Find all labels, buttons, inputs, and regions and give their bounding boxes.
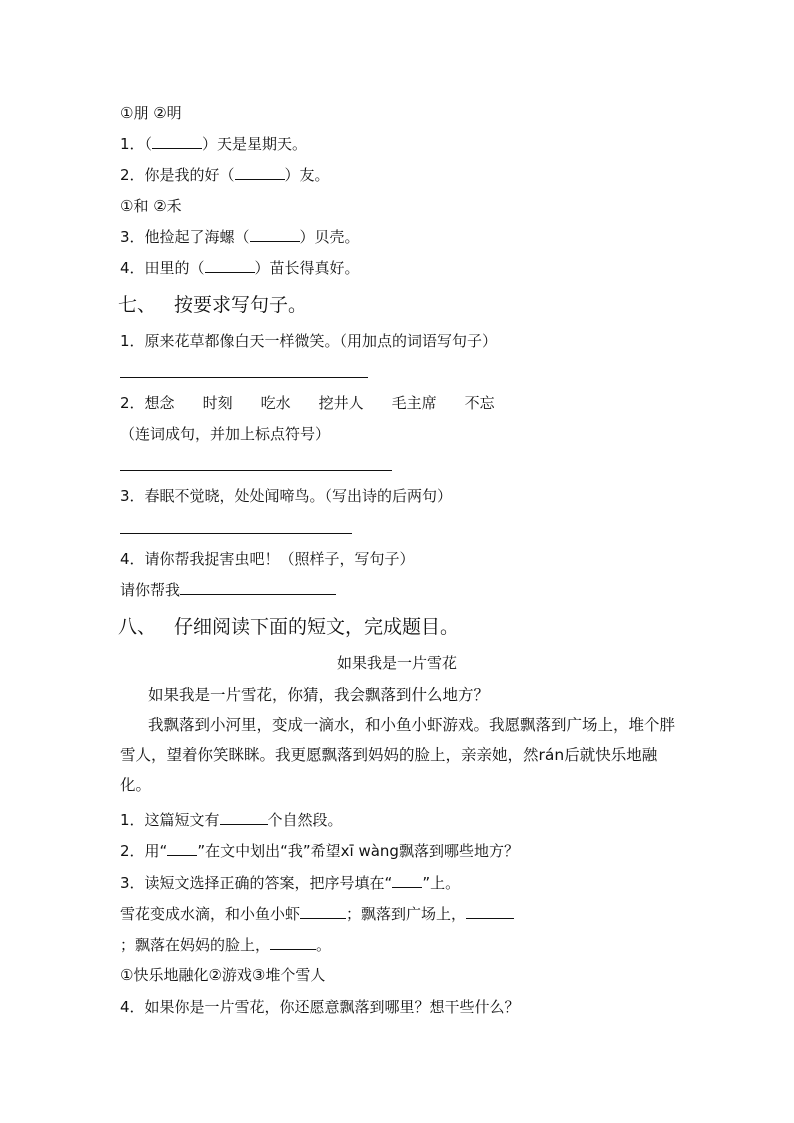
q6-item-1-b: ）天是星期天。 <box>202 135 308 153</box>
answer-blank[interactable] <box>220 810 268 825</box>
mark-symbol-blank <box>392 873 422 888</box>
q6-item-2-a: 2．你是我的好（ <box>120 166 235 184</box>
fill-text: ；飘落在妈妈的脸上， <box>120 936 271 954</box>
q7-item-3: 3．春眠不觉晓，处处闻啼鸟。（写出诗的后两句） <box>120 487 453 505</box>
q8-item-4: 4．如果你是一片雪花，你还愿意飘落到哪里？想干些什么？ <box>120 998 520 1016</box>
word: 吃水 <box>260 394 291 412</box>
q7-item-2-num: 2． <box>120 394 145 412</box>
q6-item-4-a: 4．田里的（ <box>120 259 205 277</box>
answer-blank[interactable] <box>180 580 336 595</box>
answer-blank[interactable] <box>270 935 316 950</box>
section-number: 七、 <box>118 294 157 316</box>
q6-item-2 <box>120 165 330 185</box>
q8-item-1-a: 1．这篇短文有 <box>120 811 220 829</box>
section-heading-7 <box>118 293 307 317</box>
q6-item-4 <box>120 258 360 278</box>
answer-blank[interactable] <box>250 227 300 242</box>
q6-item-3 <box>120 227 360 247</box>
q8-fill-line-1 <box>120 904 514 924</box>
passage-paragraph-2: 我飘落到小河里，变成一滴水，和小鱼小虾游戏。我愿飘落到广场上，堆个胖雪人，望着你笑眯眯。我更愿飘落到妈妈的脸上，亲亲她，然rán后就快乐地融化。 <box>120 716 676 794</box>
q6-item-3-a: 3．他捡起了海螺（ <box>120 228 250 246</box>
options-line-2: ①和 ②禾 <box>120 197 182 215</box>
answer-line[interactable] <box>120 470 392 471</box>
q8-item-2-b: ”在文中划出“我”希望xī wàng飘落到哪些地方？ <box>197 842 519 860</box>
answer-blank[interactable] <box>205 258 255 273</box>
section-number: 八、 <box>118 616 157 638</box>
options-line-1: ①朋 ②明 <box>120 104 182 122</box>
word: 挖井人 <box>318 394 364 412</box>
q7-item-4: 4．请你帮我捉害虫吧！（照样子，写句子） <box>120 550 415 568</box>
q6-item-1-a: 1．（ <box>120 135 153 153</box>
word: 毛主席 <box>391 394 437 412</box>
passage-paragraph-1: 如果我是一片雪花，你猜，我会飘落到什么地方？ <box>148 686 490 704</box>
fill-text: 雪花变成水滴，和小鱼小虾 <box>120 905 301 923</box>
q6-item-3-b: ）贝壳。 <box>299 228 360 246</box>
q7-item-2 <box>120 393 495 413</box>
section-title: 按要求写句子。 <box>174 294 308 316</box>
answer-blank[interactable] <box>235 165 285 180</box>
q8-item-2 <box>120 841 519 861</box>
answer-blank[interactable] <box>466 904 514 919</box>
q8-item-1-b: 个自然段。 <box>267 811 343 829</box>
passage-title: 如果我是一片雪花 <box>336 654 457 672</box>
answer-blank[interactable] <box>300 904 346 919</box>
q8-item-2-a: 2．用“ <box>120 842 168 860</box>
q7-item-4-answer <box>120 580 336 600</box>
q7-item-4-prefix: 请你帮我 <box>120 581 181 599</box>
q8-item-3-b: ”上。 <box>422 874 461 892</box>
q6-item-1 <box>120 134 307 154</box>
q6-item-2-b: ）友。 <box>284 166 330 184</box>
q8-item-3-a: 3．读短文选择正确的答案，把序号填在“ <box>120 874 393 892</box>
answer-line[interactable] <box>120 377 368 378</box>
mark-symbol-blank <box>167 841 197 856</box>
q8-item-1 <box>120 810 343 830</box>
section-title: 仔细阅读下面的短文，完成题目。 <box>174 616 460 638</box>
q8-fill-line-2 <box>120 935 331 955</box>
fill-text: ；飘落到广场上， <box>346 905 467 923</box>
q8-options: ①快乐地融化②游戏③堆个雪人 <box>120 966 326 984</box>
q6-item-4-b: ）苗长得真好。 <box>254 259 360 277</box>
word: 时刻 <box>202 394 233 412</box>
q7-item-2-note: （连词成句，并加上标点符号） <box>120 425 331 443</box>
q8-item-3 <box>120 873 460 893</box>
answer-line[interactable] <box>120 533 352 534</box>
answer-blank[interactable] <box>152 134 202 149</box>
word: 不忘 <box>464 394 495 412</box>
fill-text: 。 <box>316 936 332 954</box>
word: 想念 <box>144 394 175 412</box>
q7-item-1: 1．原来花草都像白天一样微笑。（用加点的词语写句子） <box>120 332 498 350</box>
section-heading-8 <box>118 615 459 639</box>
